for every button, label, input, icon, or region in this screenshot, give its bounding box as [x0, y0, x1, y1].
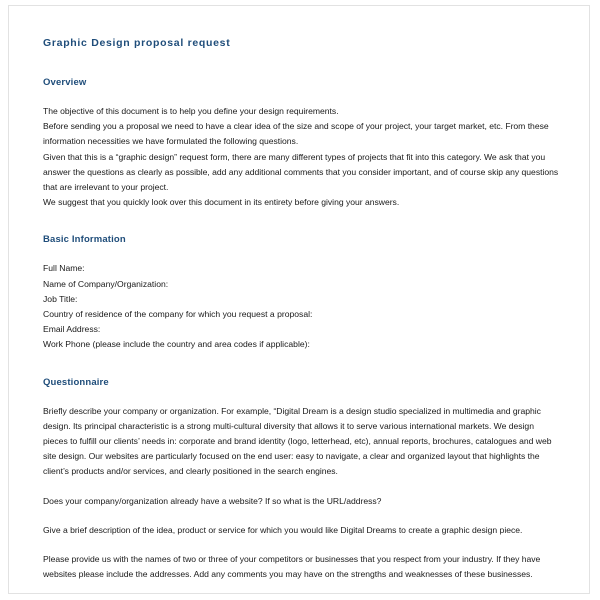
basic-information-heading: Basic Information	[43, 234, 126, 246]
section-overview	[43, 76, 561, 210]
document-page	[8, 5, 590, 594]
form-field-label: Work Phone (please include the country and area codes if applicable):	[43, 339, 310, 350]
form-field-label: Email Address:	[43, 324, 101, 335]
questionnaire-item-text: Briefly describe your company or organization. For example, “Digital Dream is a design studio specialized in multimedia and graphic design. Its principal characteristic is a strong multi-cultural diversity that allows it to serve various international markets. We design pieces to fulfill our clients’ needs in: corporate and brand identity (logo, letterhead, etc), annual reports, brochures, catalogues and web site design. Our websites are particularly focused on the end user: easy to navigate, a clear and organized layout that highlights the client’s products and/or services, and clearly positioned in the search engines.	[43, 405, 552, 477]
questionnaire-item-text: Please provide us with the names of two or three of your competitors or businesses that you respect from your industry. If they have websites please include the addresses. Add any comments you may have on the strengths and weaknesses of these businesses.	[43, 554, 541, 580]
overview-heading: Overview	[43, 77, 87, 88]
questionnaire-heading: Questionnaire	[43, 376, 109, 388]
questionnaire-item	[43, 404, 561, 480]
questionnaire-item-text: Give a brief description of the idea, product or service for which you would like Digital Dreams to create a graphic design piece.	[43, 524, 523, 535]
overview-paragraph: Before sending you a proposal we need to have a clear idea of the size and scope of your project, your target market, etc. From these information necessities we have formulated the following questions.	[43, 121, 549, 147]
questionnaire-item	[43, 523, 561, 538]
questionnaire-item	[43, 552, 561, 582]
document-body	[9, 6, 589, 582]
form-field-label: Job Title:	[43, 293, 78, 304]
form-field-label: Name of Company/Organization:	[43, 278, 169, 289]
overview-paragraph: Given that this is a “graphic design” request form, there are many different types of projects that fit into this category. We ask that you answer the questions as clearly as possible, add any additional comments that you consider important, and of course skip any questions that are irrelevant to your project.	[43, 151, 559, 193]
questionnaire-item-text: Does your company/organization already have a website? If so what is the URL/address?	[43, 495, 382, 506]
questionnaire-item	[43, 494, 561, 509]
overview-paragraph: We suggest that you quickly look over this document in its entirety before giving your answers.	[43, 197, 400, 208]
overview-paragraph: The objective of this document is to help you define your design requirements.	[43, 106, 339, 116]
form-field-label: Full Name:	[43, 263, 85, 274]
section-questionnaire	[43, 376, 561, 583]
page-title: Graphic Design proposal request	[43, 37, 231, 49]
form-field-label: Country of residence of the company for which you request a proposal:	[43, 309, 313, 320]
section-basic-information	[43, 233, 561, 352]
